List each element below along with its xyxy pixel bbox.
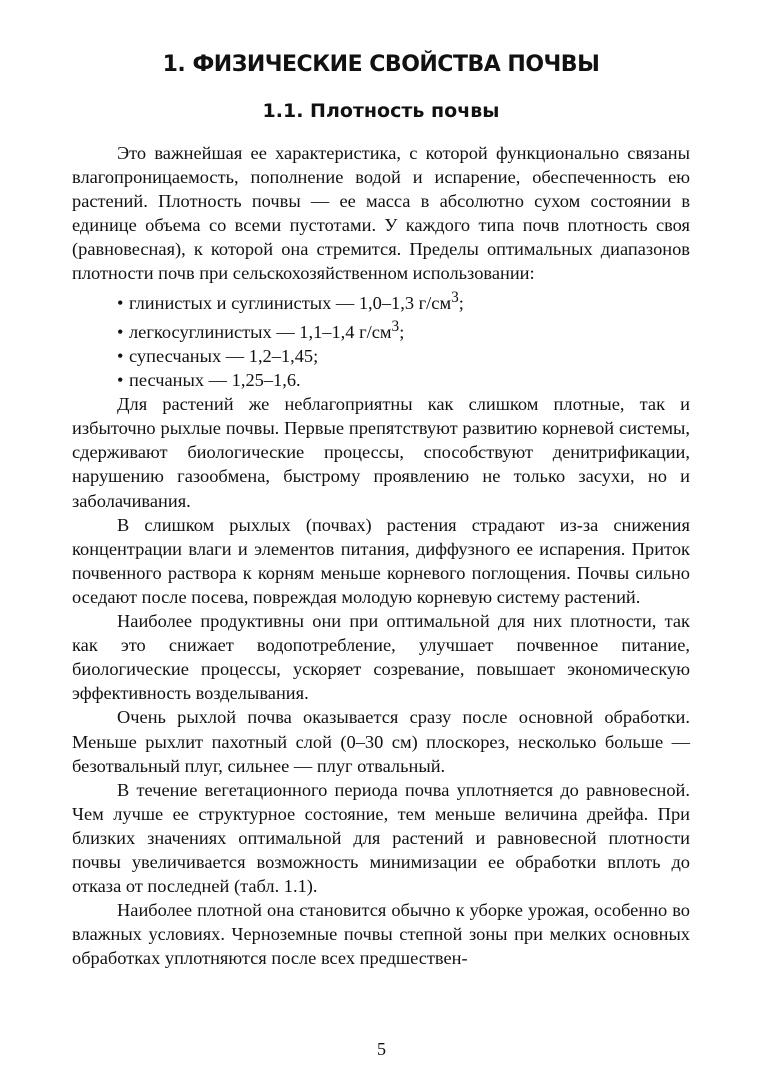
section-number: 1.1. xyxy=(262,100,304,122)
bullet-icon: • xyxy=(117,370,124,391)
list-item: • песчаных — 1,25–1,6. xyxy=(72,368,690,392)
paragraph: Наиболее продуктивны они при оптимальной для них плотности, так как это снижает водопотребление, улучшает почвенное питание, биологические процессы, ускоряет созревание, повышает экономическую эффективность возделывания. xyxy=(72,611,690,704)
bullet-icon: • xyxy=(117,292,124,313)
paragraph: Очень рыхлой почва оказывается сразу после основной обработки. Меньше рыхлит пахотный слой (0–30 см) плоскорез, несколько больше — безотвальный плуг, сильнее — плуг отвальный. xyxy=(72,707,690,776)
paragraph: Наиболее плотной она становится обычно к уборке урожая, особенно во влажных условиях. Черноземные почвы степной зоны при мелких основных обработках уплотняются после всех предшествен- xyxy=(72,900,690,969)
density-list xyxy=(72,286,690,393)
paragraph: Это важнейшая ее характеристика, с которой функционально связаны влагопроницаемость, пополнение водой и испарение, обеспеченность ею растений. Плотность почвы — ее масса в абсолютно сухом состоянии в единице объема со всеми пустотами. У каждого типа почв плотность своя (равновесная), к которой она стремится. Пределы оптимальных диапазонов плотности почв при сельскохозяйственном использовании: xyxy=(72,143,690,284)
paragraph: В слишком рыхлых (почвах) растения страдают из-за снижения концентрации влаги и элементов питания, диффузного ее испарения. Приток почвенного раствора к корням меньше корневого поглощения. Почвы сильно оседают после посева, повреждая молодую корневую систему растений. xyxy=(72,514,690,607)
paragraph: В течение вегетационного периода почва уплотняется до равновесной. Чем лучше ее структурное состояние, тем меньше величина дрейфа. При близких значениях оптимальной для растений и равновесной плотности почвы увеличивается возможность минимизации ее обработки вплоть до отказа от последней (табл. 1.1). xyxy=(72,779,690,897)
list-item: • глинистых и суглинистых — 1,0–1,3 $г/см^3$; xyxy=(72,286,690,315)
bullet-icon: • xyxy=(117,321,124,342)
paragraph: Для растений же неблагоприятны как слишком плотные, так и избыточно рыхлые почвы. Первые препятствуют развитию корневой системы, сдерживают биологические процессы, способствуют денитрификации, нарушению газообмена, быстрому проявлению не только засухи, но и заболачивания. xyxy=(72,394,690,511)
list-item: • легкосуглинистых — 1,1–1,4 $г/см^3$; xyxy=(72,315,690,344)
page-number: 5 xyxy=(377,1039,386,1059)
bullet-icon: • xyxy=(117,346,124,366)
chapter-number: 1. xyxy=(162,52,186,77)
body-text xyxy=(72,141,690,970)
chapter-title: ФИЗИЧЕСКИЕ СВОЙСТВА ПОЧВЫ xyxy=(192,52,600,77)
section-title: Плотность почвы xyxy=(310,100,500,122)
section-heading xyxy=(72,100,690,122)
chapter-heading xyxy=(72,52,690,77)
list-item: • супесчаных — 1,2–1,45; xyxy=(72,344,690,368)
